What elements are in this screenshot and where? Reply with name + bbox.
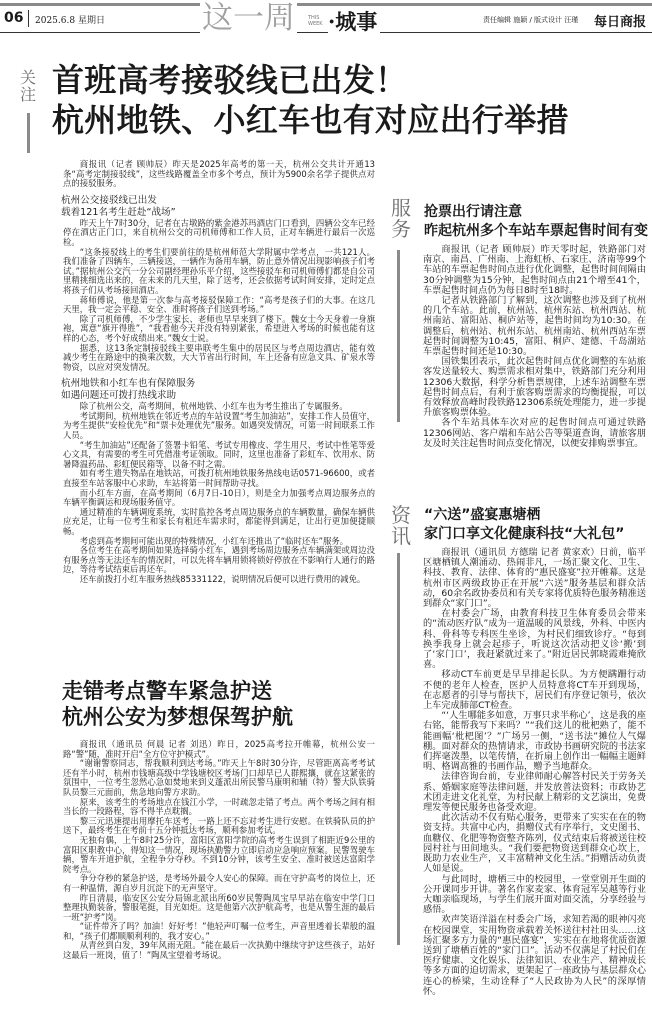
- page-number: 06: [4, 10, 24, 26]
- paragraph: 原来，该考生的考场地点在钱江小学，一时疏忽走错了考点。两个考场之间有相当长的一段路程，容不得半点耽搁。: [63, 796, 375, 817]
- paragraph: 还车前拨打小红车服务热线85331122，说明情况后便可以进行费用的减免。: [79, 573, 366, 584]
- police-headline-line-1: 走错考点警车紧急护送: [62, 679, 272, 703]
- section-this-week: 这一周: [202, 0, 295, 36]
- service-bar: [397, 250, 400, 422]
- paragraph: “证件带齐了吗？加油！好好考！”他轻声叮嘱一位考生，声音里透着长辈般的温和，“孩子们都顺顺利利的，我才安心。”: [63, 921, 375, 941]
- subheading-line: 如遇问题还可拨打热线求助: [61, 390, 177, 402]
- paragraph: 除了杭州公交，高考期间，杭州地铁、小红车也为考生推出了专属服务。: [79, 401, 348, 412]
- subheading: [61, 378, 375, 402]
- focus-label: 关注: [20, 68, 37, 104]
- paragraph: 移动CT车前更是早早排起长队。为方便蹒跚行动不便的老年人检查，医护人员特意将CT车开到现场，在志愿者的引导与帮扶下，居民们有序登记领号，依次上车完成肺部CT检查。: [423, 669, 646, 712]
- police-headline-line-2: 杭州公安为梦想保驾护航: [62, 705, 293, 729]
- paragraph: 蒋师傅说，他是第一次参与高考接驳保障工作：“高考是孩子们的大事。在这几天里，我一定会平稳、安全、准时将孩子们送到考场。”: [63, 294, 375, 315]
- service-article-body: [423, 245, 646, 449]
- paragraph: 除了司机师傅，不少学生家长、老师也早早来到了楼下。魏女士今天身着一身旗袍，寓意“旗开得胜”，“我看他今天并没有特别紧张，希望进入考场的时候也能有这样的心态，考个好成绩出来。”魏女士说。: [63, 313, 375, 343]
- paragraph: 商报讯（记者 顾帅辰）昨天是2025年高考的第一天，杭州公交共计开通13条“高考定制接驳线”，这些线路覆盖全市多个考点，预计为5900余名学子提供点对点的接驳服务。: [63, 159, 375, 189]
- paragraph: 在村委会广场，由教育科技卫生体育委员会带来的“流动医疗队”成为一道温暖的风景线，外科、中医内科、骨科等专科医生坐诊，为村民们细致诊疗。“每到换季我身上就会起疹子，听说这次活动把义诊‘搬’到了‘家门口’，我赶紧就过来了。”附近居民郭晓霞难掩欣喜。: [423, 608, 646, 671]
- paragraph: 商报讯（记者 顾帅辰）昨天零时起，铁路部门对南京、南昌、广州南、上海虹桥、石家庄、济南等99个车站的车票起售时间点进行优化调整，起售时间间隔由30分钟调整为15分钟，起售时间点由21个增至41个，车票起售时间点仍为每日8时至18时。: [423, 244, 647, 296]
- paragraph: 黎三元迅速提出用摩托车送考，一路上还不忘对考生进行安慰。在铁骑队员的护送下，最终考生在考前十五分钟抵达考场，顺利参加考试。: [63, 815, 375, 836]
- top-rule: [0, 3, 652, 6]
- service-headline-line-1: 抢票出行请注意: [424, 204, 522, 220]
- paragraph: “这条接驳线上的考生们要前往的是杭州师范大学附属中学考点，一共121人。我们准备了四辆车，三辆接送，一辆作为备用车辆，防止意外情况出现影响孩子们考试。”据杭州公交汽一分公司副经理孙乐平介绍，这些接驳车和司机师傅们都是自公司里精挑细选出来的，在未来的几天里，除了送考，还会依据考试时间安排，定时定点将孩子们从考场接回酒店。: [63, 246, 375, 295]
- paragraph: 记者从铁路部门了解到，这次调整也涉及到了杭州的几个车站。此前，杭州站、杭州东站、杭州西站、杭州南站、富阳站、桐庐站等，起售时间均为10:30。在调整后，杭州站、杭州东站、杭州南站、杭州西站车票起售时间调整为10:45，富阳、桐庐、建德、千岛湖站车票起售时间还是10:30。: [423, 295, 646, 358]
- paragraph: 与此同时，塘栖三中的校园里，一堂堂别开生面的公开课同步开讲。著名作家麦家、体育冠军吴越等行业大咖亲临现场，与学生们展开面对面交流，分享经验与感悟。: [423, 873, 646, 916]
- service-headline: [424, 203, 648, 241]
- paragraph: 各位考生在高考期间如果选择骑小红车，遇到考场周边服务点车辆满架或周边没有服务点等无法还车的情况时，可以先将车辆用锁将锁好停放在不影响行人通行的路边，等待考试结束后再还车。: [63, 545, 375, 575]
- subheading-line: 杭州地铁和小红车也有保障服务: [61, 378, 196, 390]
- focus-bar: [27, 113, 30, 153]
- paragraph: 昨日清晨，临安区公安分局锦北派出所60岁民警陶凤宝早早站在临安中学门口整理执勤装备，警服笔挺，目光如炬。这是他第六次护航高考，也是从警生涯的最后一班“护考”岗。: [63, 892, 375, 922]
- service-headline-line-2: 昨起杭州多个车站车票起售时间有变: [424, 223, 648, 239]
- news-label: 资讯: [391, 503, 411, 548]
- paragraph: 通过精准的车辆调度系统，实时监控各考点周边服务点的车辆数量，确保车辆供应充足，让每一位考生和家长有租还车需求时，都能得到满足，让出行更加便捷顺畅。: [63, 506, 375, 536]
- paragraph: 法律咨询台前，专业律师耐心解答村民关于劳务关系、婚姻家庭等法律问题，并发放普法资料；市政协艺术团走进文化礼堂，为村民献上精彩的文艺演出，免费理发等便民服务也备受欢迎。: [423, 771, 646, 814]
- focus-headline-line-1: 首班高考接驳线已出发！: [52, 61, 408, 99]
- issue-date: 2025.6.8 星期日: [35, 16, 105, 26]
- paragraph: 争分夺秒的紧急护送，是考场外最令人安心的保障。而在守护高考的岗位上，还有一种温情，源自岁月沉淀下的无声坚守。: [63, 873, 375, 893]
- service-label: 服务: [391, 196, 411, 241]
- police-article-body: [63, 740, 375, 961]
- news-headline: [424, 506, 624, 544]
- paragraph: 考试期间，杭州地铁在邻近考点的车站设置“考生加油站”，安排工作人员值守，为考生提供“安检优先”和“票卡处理优先”服务。如遇突发情况，可第一时间联系工作人员。: [63, 410, 375, 441]
- news-headline-line-2: 家门口享文化健康科技“大礼包”: [424, 526, 625, 542]
- header-divider: [28, 10, 29, 27]
- paragraph: 而小红车方面，在高考期间（6月7日-10日），则是全力加强考点周边服务点的车辆平衡调运和现场服务值守。: [63, 487, 375, 508]
- editor-credits: 责任编辑 施颖 / 版式设计 汪瑾: [483, 16, 579, 24]
- focus-headline-line-2: 杭州地铁、小红车也有对应出行举措: [52, 101, 569, 139]
- police-headline: [62, 678, 293, 730]
- paragraph: 如有考生遗失物品在地铁站，可拨打杭州地铁服务热线电话0571-96600，或者直接至车站客服中心求助，车站将第一时间帮助寻找。: [63, 468, 375, 489]
- paragraph: 据悉，这13条定制接驳线主要串联考生集中的居民区与考点周边酒店，能有效减少考生在路途中的换乘次数，大大节省出行时间，车上还备有应急文具、矿泉水等物资，以应对突发情况。: [63, 342, 375, 372]
- focus-headline: [52, 60, 569, 140]
- header-rule: [0, 32, 652, 33]
- paragraph: “‘人生哪能多如意，万事只求半称心’，这是我的座右铭，能帮我写下来吗？”“我们这儿的枇杷熟了，能不能画幅‘枇杷图’？”广场另一侧，“送书法”摊位人气爆棚。面对群众的热情请求，市政协书画研究院的书法家们挥毫泼墨，以笔传情，在折扇上创作出一幅幅主题鲜明、格调高雅的书画作品，赠予当地群众。: [423, 710, 646, 773]
- paragraph: “谢谢警察同志，帮我顺利到达考场。”昨天上午8时30分许，尽管距离高考考试还有半小时，杭州市钱塘高级中学钱塘校区考场门口却早已人群熙攘，就在这紧张的氛围中，一位考生忽然心急如焚地来到义蓬派出所民警马康明和辅（特）警大队铁骑队员黎三元面前，焦急地向警方求助。: [63, 758, 375, 797]
- paragraph: 从青丝到白发，39年风雨无阻。“能在最后一次执勤中继续守护这些孩子，站好这最后一班岗，值了！”陶凤宝望着考场说。: [63, 940, 375, 961]
- paragraph: 商报讯（通讯员 方德瑞 记者 黄家欢）日前，临平区塘栖镇人潮涌动、热闹非凡，一场汇聚文化、卫生、科技、教育、法律、体育的“惠民盛宴”拉开帷幕。这是杭州市区两级政协正在开展“六送”服务基层和群众活动，60余名政协委员和有关专家将优质特色服务精准送到群众“家门口”。: [423, 547, 647, 610]
- news-bar: [397, 553, 400, 945]
- subheading-line: 载着121名考生赶赴“战场”: [61, 206, 176, 218]
- section-this-week-en: THIS WEEK: [308, 15, 323, 27]
- paragraph: 商报讯（通讯员 何晨 记者 刘迅）昨日，2025高考拉开帷幕，杭州公安一路“警”随，准时开启“全方位守护模式”。: [63, 739, 375, 759]
- focus-article-body: [63, 160, 375, 585]
- paragraph: “考生加油站”还配备了签署卡铅笔、考试专用橡皮、学生用尺、考试中性笔等爱心文具，有需要的考生可凭借准考证领取。同时，这里也准备了彩虹车、饮用水、防暑降温药品、彩虹便民箱等，以备不时之需。: [63, 439, 375, 469]
- subheading-line: 杭州公交接驳线已出发: [61, 194, 157, 206]
- section-name: ·城事: [328, 6, 380, 36]
- masthead: 每日商报: [594, 15, 647, 30]
- paragraph: 考虑到高考期间可能出现的特殊情况，小红车还推出了“临时还车”服务。: [79, 535, 349, 546]
- paragraph: 各个车站具体车次对应的起售时间点可通过铁路12306网站、客户端和车站公告等渠道查询，请旅客朋友及时关注起售时间点变化情况，以便安排购票事宜。: [423, 417, 646, 449]
- news-article-body: [423, 548, 646, 997]
- paragraph: 此次活动不仅有贴心服务，更带来了实实在在的物资支持。共富中心内，捐赠仪式有序举行，文史图书、血糖仪、化肥等物资整齐陈列，仪式结束后将被送往校园村社与田间地头。“我们要把物资送到群众心坎上，既助力农业生产，又丰富精神文化生活。”捐赠活动负责人如是说。: [423, 812, 646, 875]
- paragraph: 欢声笑语洋溢在村委会广场，求知若渴的眼神闪亮在校园课堂，实用物资承载着关怀送往村社田头……这场汇聚多方力量的“惠民盛宴”，实实在在地将优质资源送到了塘栖百姓的“家门口”。活动不仅满足了村民们在医疗健康、文化娱乐、法律知识、农业生产、精神成长等多方面的迫切需求，更架起了一座政协与基层群众心连心的桥梁，生动诠释了“人民政协为人民”的深厚情怀。: [423, 914, 646, 997]
- subheading: [61, 195, 375, 219]
- paragraph: 国铁集团表示，此次起售时间点优化调整的车站旅客发送量较大、购票需求相对集中，铁路部门充分利用12306大数据，科学分析售票规律，上述车站调整车票起售时间点后，有利于旅客购票需求的均衡提报，可以有效释放高峰时段铁路12306系统处理能力，进一步提升旅客购票体验。: [423, 356, 646, 419]
- news-headline-line-1: “六送”盛宴惠塘栖: [424, 507, 541, 523]
- paragraph: 无独有偶，上午8时25分许，富阳区富阳学院的高考考生误到了相距近9公里的富阳区职教中心，得知这一情况，现场执勤警力立即启动应急响应预案。民警驾驶车辆，警车开道护航，全程争分夺秒。不到10分钟，该考生安全、准时被送达富阳学院考点。: [63, 834, 375, 874]
- paragraph: 昨天上午7时30分，记者在古墩路的紫金港苏玛酒店门口看到，四辆公交车已经停在酒店正门口，来自杭州公交的司机师傅和工作人员，正对车辆进行最后一次巡检。: [63, 217, 375, 247]
